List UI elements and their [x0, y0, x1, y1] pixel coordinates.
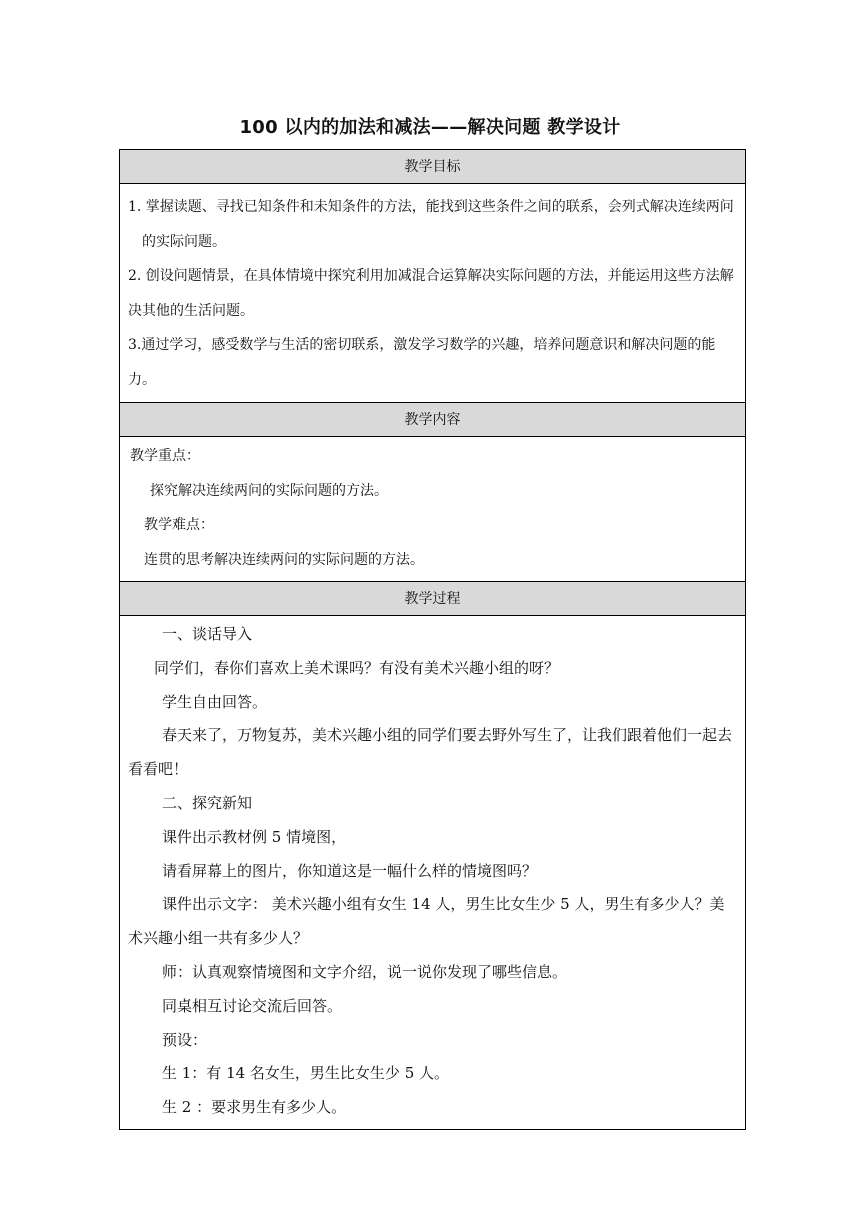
goal-item-3: 3.通过学习，感受数学与生活的密切联系，激发学习数学的兴趣，培养问题意识和解决问题的能力。 — [128, 337, 716, 388]
process-body — [120, 616, 745, 1129]
lesson-plan-table — [119, 149, 746, 1130]
process-line: 请看屏幕上的图片，你知道这是一幅什么样的情境图吗？ — [162, 861, 538, 880]
process-header: 教学过程 — [120, 582, 745, 616]
process-heading-explore: 二、探究新知 — [162, 793, 253, 812]
key-point-label: 教学重点： — [130, 448, 200, 464]
goals-header: 教学目标 — [120, 150, 745, 184]
goal-item-1: 1. 掌握读题、寻找已知条件和未知条件的方法，能找到这些条件之间的联系，会列式解决连续两问的实际问题。 — [128, 199, 734, 250]
process-line: 预设： — [162, 1030, 208, 1049]
process-line: 学生自由回答。 — [162, 692, 268, 711]
process-line: 春天来了，万物复苏，美术兴趣小组的同学们要去野外写生了，让我们跟着他们一起去看看吧！ — [128, 726, 733, 779]
goal-item-2: 2. 创设问题情景，在具体情境中探究利用加减混合运算解决实际问题的方法，并能运用这些方法解决其他的生活问题。 — [128, 268, 734, 319]
difficulty-text: 连贯的思考解决连续两问的实际问题的方法。 — [144, 551, 424, 568]
content-body — [120, 437, 745, 582]
content-header: 教学内容 — [120, 403, 745, 437]
goals-body — [120, 184, 745, 403]
process-line: 同桌相互讨论交流后回答。 — [162, 996, 343, 1015]
process-line: 生 2 ：要求男生有多少人。 — [162, 1098, 347, 1117]
key-point-text: 探究解决连续两问的实际问题的方法。 — [150, 482, 388, 499]
process-line: 课件出示文字： 美术兴趣小组有女生 14 人，男生比女生少 5 人，男生有多少人？美术兴趣小组一共有多少人？ — [128, 895, 725, 948]
document-title: 100 以内的加法和减法——解决问题 教学设计 — [239, 117, 621, 138]
process-line: 师：认真观察情境图和文字介绍，说一说你发现了哪些信息。 — [162, 962, 568, 981]
difficulty-label: 教学难点： — [144, 517, 214, 533]
process-heading-intro: 一、谈话导入 — [162, 625, 253, 643]
process-line: 课件出示教材例 5 情境图， — [162, 827, 347, 846]
process-line: 生 1：有 14 名女生，男生比女生少 5 人。 — [162, 1064, 450, 1083]
process-line: 同学们，春你们喜欢上美术课吗？有没有美术兴趣小组的呀？ — [154, 658, 560, 677]
